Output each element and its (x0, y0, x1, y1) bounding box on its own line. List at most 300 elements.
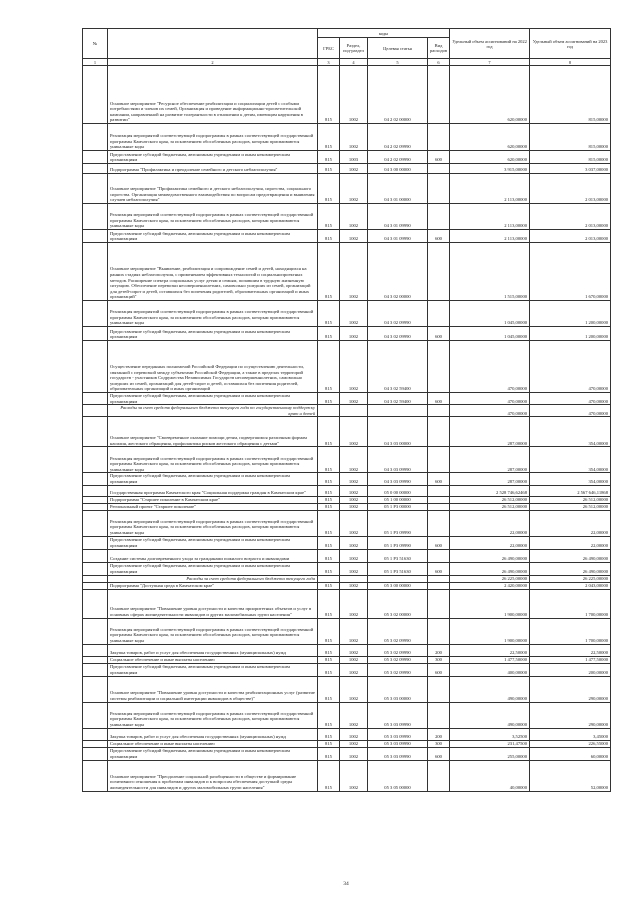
num-cell (83, 575, 108, 582)
vid-cell (428, 575, 450, 582)
target-cell: 05 3 03 09990 (368, 702, 428, 728)
target-cell: 05 1 P3 51630 (368, 562, 428, 575)
num-cell (83, 728, 108, 740)
value-2023-cell: 1 477,50000 (530, 656, 611, 663)
target-cell: 05 3 02 00000 (368, 589, 428, 618)
grbs-cell: 815 (318, 204, 340, 230)
name-cell: Осуществление переданных полномочий Российской Федерации по осуществлению деятельности, связанной с перевозкой между субъектами Российской Федерации, а также в пределах территорий государств - участников Содружества Независимых Государств несовершеннолетних, самовольно ушедших из семей, организаций для детей-сирот и детей, оставшихся без попечения родителей, образовательных организаций и иных организаций (108, 341, 318, 393)
value-2022-cell: 2 420,00000 (450, 582, 530, 589)
value-2022-cell: 470,00000 (450, 393, 530, 405)
grbs-cell: 815 (318, 393, 340, 405)
grbs-cell: 815 (318, 417, 340, 447)
target-cell: 05 3 03 00000 (368, 676, 428, 702)
value-2022-cell: 400,00000 (450, 663, 530, 676)
section-cell: 1002 (340, 562, 368, 575)
num-cell (83, 562, 108, 575)
num-cell (83, 174, 108, 204)
index-cell: 1 (83, 59, 108, 66)
name-cell: Расходы за счет средств федерального бюджета текущего года по государственному поддержку краю и детей (108, 405, 318, 417)
value-2022-cell: 26 225,00000 (450, 575, 530, 582)
target-cell: 04 3 01 00000 (368, 174, 428, 204)
grbs-cell: 815 (318, 676, 340, 702)
grbs-cell: 815 (318, 66, 340, 124)
value-2022-cell: 22,50000 (450, 644, 530, 656)
target-cell (368, 405, 428, 417)
section-cell: 1002 (340, 485, 368, 496)
table-row (83, 164, 611, 174)
value-2022-cell: 26 490,00000 (450, 549, 530, 562)
section-cell: 1002 (340, 747, 368, 760)
table-row (83, 760, 611, 791)
table-row (83, 728, 611, 740)
value-2022-cell: 1 515,00000 (450, 243, 530, 301)
value-2023-cell: 354,00000 (530, 417, 611, 447)
target-cell: 05 3 03 09990 (368, 747, 428, 760)
table-row (83, 301, 611, 327)
table-row (83, 341, 611, 393)
value-2023-cell: 22,00000 (530, 536, 611, 549)
table-row (83, 230, 611, 243)
target-cell: 05 3 00 00000 (368, 582, 428, 589)
name-cell: Предоставление субсидий бюджетным, автономным учреждениям и иным некоммерческим организациям (108, 663, 318, 676)
section-cell: 1002 (340, 164, 368, 174)
num-cell (83, 204, 108, 230)
vid-cell: 600 (428, 663, 450, 676)
value-2023-cell: 26 490,00000 (530, 549, 611, 562)
grbs-cell: 815 (318, 230, 340, 243)
num-cell (83, 230, 108, 243)
table-row (83, 747, 611, 760)
col-header-2022: Удельный объем ассигнований на 2022 год (450, 29, 530, 59)
target-cell: 04 2 02 09990 (368, 124, 428, 151)
grbs-cell: 815 (318, 164, 340, 174)
name-cell: Реализация мероприятий соответствующей подпрограммы в рамках соответствующей государственной программы Камчатского края, за исключением обособленных расходов, которым присваиваются уникальные коды (108, 510, 318, 536)
target-cell: 05 1 P3 09990 (368, 510, 428, 536)
table-row (83, 510, 611, 536)
num-cell (83, 66, 108, 124)
document-page (82, 0, 610, 905)
table-row (83, 204, 611, 230)
value-2023-cell: 2 013,00000 (530, 230, 611, 243)
value-2022-cell: 620,00000 (450, 66, 530, 124)
value-2023-cell: 52,00000 (530, 760, 611, 791)
num-cell (83, 510, 108, 536)
target-cell: 05 3 02 09990 (368, 656, 428, 663)
section-cell: 1002 (340, 702, 368, 728)
section-cell: 1002 (340, 510, 368, 536)
section-cell: 1002 (340, 204, 368, 230)
col-header-target: Целевая статья (368, 38, 428, 59)
value-2023-cell: 470,00000 (530, 393, 611, 405)
index-cell: 6 (428, 59, 450, 66)
col-header-codes: коды (318, 29, 450, 38)
grbs-cell (318, 405, 340, 417)
grbs-cell: 815 (318, 702, 340, 728)
num-cell (83, 473, 108, 485)
vid-cell: 600 (428, 536, 450, 549)
target-cell: 04 3 01 09990 (368, 204, 428, 230)
target-cell: 04 3 00 00000 (368, 164, 428, 174)
section-cell: 1002 (340, 589, 368, 618)
num-cell (83, 447, 108, 473)
name-cell: Подпрограмма "Старшее поколение в Камчатском крае" (108, 496, 318, 503)
vid-cell (428, 204, 450, 230)
value-2022-cell: 3 915,00000 (450, 164, 530, 174)
target-cell: 05 0 00 00000 (368, 485, 428, 496)
grbs-cell: 815 (318, 510, 340, 536)
name-cell: Предоставление субсидий бюджетным, автономным учреждениям и иным некоммерческим организациям (108, 747, 318, 760)
value-2023-cell: 22,50000 (530, 644, 611, 656)
name-cell: Реализация мероприятий соответствующей подпрограммы в рамках соответствующей государственной программы Камчатского края, за исключением обособленных расходов, которым присваиваются уникальные коды (108, 702, 318, 728)
name-cell: Предоставление субсидий бюджетным, автономным учреждениям и иным некоммерческим организациям (108, 562, 318, 575)
vid-cell: 600 (428, 393, 450, 405)
grbs-cell: 815 (318, 174, 340, 204)
num-cell (83, 760, 108, 791)
budget-table (82, 28, 611, 792)
value-2023-cell: 354,00000 (530, 447, 611, 473)
target-cell: 04 3 02 09990 (368, 327, 428, 341)
vid-cell (428, 301, 450, 327)
section-cell: 1002 (340, 618, 368, 644)
col-header-2023: Удельный объем ассигнований на 2023 год (530, 29, 611, 59)
vid-cell (428, 124, 450, 151)
value-2022-cell: 287,00000 (450, 417, 530, 447)
section-cell: 1002 (340, 656, 368, 663)
table-row (83, 575, 611, 582)
table-row (83, 656, 611, 663)
grbs-cell: 815 (318, 740, 340, 747)
value-2022-cell: 3,52500 (450, 728, 530, 740)
value-2023-cell: 60,00000 (530, 747, 611, 760)
value-2023-cell: 815,00000 (530, 151, 611, 164)
value-2023-cell: 3 037,00000 (530, 164, 611, 174)
table-row (83, 549, 611, 562)
value-2023-cell: 2 013,00000 (530, 174, 611, 204)
target-cell: 05 1 P3 00000 (368, 503, 428, 510)
value-2022-cell: 1 045,00000 (450, 327, 530, 341)
section-cell: 1002 (340, 663, 368, 676)
section-cell: 1002 (340, 728, 368, 740)
table-row (83, 740, 611, 747)
vid-cell (428, 503, 450, 510)
grbs-cell: 815 (318, 656, 340, 663)
section-cell: 1002 (340, 760, 368, 791)
vid-cell (428, 496, 450, 503)
index-cell: 4 (340, 59, 368, 66)
value-2023-cell: 200,00000 (530, 663, 611, 676)
section-cell: 1002 (340, 740, 368, 747)
vid-cell (428, 66, 450, 124)
num-cell (83, 124, 108, 151)
target-cell: 04 3 01 09990 (368, 230, 428, 243)
table-row (83, 536, 611, 549)
value-2022-cell: 231,47500 (450, 740, 530, 747)
value-2023-cell: 815,00000 (530, 124, 611, 151)
value-2022-cell: 1 045,00000 (450, 301, 530, 327)
num-cell (83, 549, 108, 562)
vid-cell: 300 (428, 656, 450, 663)
value-2023-cell: 226,55000 (530, 740, 611, 747)
value-2022-cell: 490,00000 (450, 702, 530, 728)
section-cell: 1002 (340, 447, 368, 473)
value-2023-cell: 1 700,00000 (530, 589, 611, 618)
vid-cell: 600 (428, 230, 450, 243)
name-cell: Основное мероприятие "Выявление, реабилитация и сопровождение семей и детей, находящихся на ранних стадиях неблагополучия, с применением эффективных технологий и социальнопроектных методов. Расширение спектра социальных услуг детям и семьям, попавшим в трудную жизненную ситуацию. Обеспечение перевозки несовершеннолетних, самовольно ушедших из семей, организаций для детей-сирот и детей, оставшихся без попечения родителей, образовательных организаций и иных организаций" (108, 243, 318, 301)
grbs-cell: 815 (318, 589, 340, 618)
section-cell (340, 575, 368, 582)
value-2022-cell: 287,00000 (450, 473, 530, 485)
table-row (83, 702, 611, 728)
table-row (83, 393, 611, 405)
value-2022-cell: 22,00000 (450, 510, 530, 536)
grbs-cell: 815 (318, 760, 340, 791)
target-cell: 05 3 03 09990 (368, 740, 428, 747)
value-2023-cell: 1 200,00000 (530, 301, 611, 327)
table-row (83, 405, 611, 417)
value-2023-cell: 2 567 646,11868 (530, 485, 611, 496)
vid-cell (428, 405, 450, 417)
grbs-cell: 815 (318, 549, 340, 562)
value-2023-cell: 470,00000 (530, 405, 611, 417)
target-cell (368, 575, 428, 582)
name-cell: Закупка товаров, работ и услуг для обеспечения государственных (муниципальных) нужд (108, 728, 318, 740)
vid-cell: 600 (428, 327, 450, 341)
section-cell: 1003 (340, 151, 368, 164)
col-header-no: № (83, 29, 108, 59)
grbs-cell: 815 (318, 151, 340, 164)
table-row (83, 496, 611, 503)
section-cell: 1002 (340, 644, 368, 656)
table-row (83, 174, 611, 204)
num-cell (83, 164, 108, 174)
grbs-cell: 815 (318, 582, 340, 589)
value-2023-cell: 1 670,00000 (530, 243, 611, 301)
target-cell: 05 3 02 09990 (368, 663, 428, 676)
section-cell: 1002 (340, 341, 368, 393)
name-cell: Региональный проект "Старшее поколение" (108, 503, 318, 510)
value-2022-cell: 2 113,00000 (450, 230, 530, 243)
value-2022-cell: 1 477,50000 (450, 656, 530, 663)
name-cell: Реализация мероприятий соответствующей подпрограммы в рамках соответствующей государственной программы Камчатского края, за исключением обособленных расходов, которым присваиваются уникальные коды (108, 618, 318, 644)
grbs-cell: 815 (318, 562, 340, 575)
value-2022-cell: 2 113,00000 (450, 204, 530, 230)
value-2022-cell: 255,00000 (450, 747, 530, 760)
vid-cell: 600 (428, 747, 450, 760)
section-cell: 1002 (340, 66, 368, 124)
grbs-cell: 815 (318, 124, 340, 151)
vid-cell (428, 618, 450, 644)
index-cell: 8 (530, 59, 611, 66)
name-cell: Реализация мероприятий соответствующей подпрограммы в рамках соответствующей государственной программы Камчатского края, за исключением обособленных расходов, которым присваиваются уникальные коды (108, 204, 318, 230)
name-cell: Реализация мероприятий соответствующей подпрограммы в рамках соответствующей государственной программы Камчатского края, за исключением обособленных расходов, которым присваиваются уникальные коды (108, 301, 318, 327)
target-cell: 05 1 P3 51630 (368, 549, 428, 562)
vid-cell: 300 (428, 740, 450, 747)
value-2022-cell: 2 113,00000 (450, 174, 530, 204)
num-cell (83, 243, 108, 301)
name-cell: Подпрограмма "Профилактика и преодоление семейного и детского неблагополучия" (108, 164, 318, 174)
section-cell: 1002 (340, 582, 368, 589)
name-cell: Предоставление субсидий бюджетным, автономным учреждениям и иным некоммерческим организациям (108, 327, 318, 341)
num-cell (83, 496, 108, 503)
grbs-cell: 815 (318, 536, 340, 549)
section-cell: 1002 (340, 503, 368, 510)
num-cell (83, 393, 108, 405)
value-2023-cell: 26 225,00000 (530, 575, 611, 582)
value-2023-cell: 26 490,00000 (530, 562, 611, 575)
table-row (83, 562, 611, 575)
vid-cell (428, 702, 450, 728)
grbs-cell: 815 (318, 341, 340, 393)
section-cell: 1002 (340, 243, 368, 301)
vid-cell: 200 (428, 644, 450, 656)
table-row (83, 589, 611, 618)
page-number: 34 (343, 881, 349, 887)
table-row (83, 327, 611, 341)
section-cell: 1002 (340, 417, 368, 447)
section-cell: 1002 (340, 536, 368, 549)
num-cell (83, 582, 108, 589)
value-2022-cell: 22,00000 (450, 536, 530, 549)
value-2022-cell: 620,00000 (450, 151, 530, 164)
value-2022-cell: 1 900,00000 (450, 618, 530, 644)
num-cell (83, 301, 108, 327)
col-header-grbs: ГРБС (318, 38, 340, 59)
num-cell (83, 644, 108, 656)
grbs-cell: 815 (318, 473, 340, 485)
section-cell: 1002 (340, 393, 368, 405)
value-2022-cell: 490,00000 (450, 676, 530, 702)
name-cell: Создание системы долговременного ухода за гражданами пожилого возраста и инвалидами (108, 549, 318, 562)
vid-cell (428, 760, 450, 791)
vid-cell (428, 549, 450, 562)
value-2022-cell: 26 512,00000 (450, 503, 530, 510)
num-cell (83, 676, 108, 702)
grbs-cell: 815 (318, 243, 340, 301)
index-row (83, 59, 611, 66)
num-cell (83, 327, 108, 341)
value-2023-cell: 26 512,00000 (530, 503, 611, 510)
grbs-cell: 815 (318, 618, 340, 644)
grbs-cell: 815 (318, 447, 340, 473)
table-row (83, 473, 611, 485)
target-cell: 05 3 03 09990 (368, 728, 428, 740)
target-cell: 05 3 05 00000 (368, 760, 428, 791)
name-cell: Предоставление субсидий бюджетным, автономным учреждениям и иным некоммерческим организациям (108, 230, 318, 243)
num-cell (83, 405, 108, 417)
name-cell: Предоставление субсидий бюджетным, автономным учреждениям и иным некоммерческим организациям (108, 473, 318, 485)
num-cell (83, 656, 108, 663)
table-row (83, 582, 611, 589)
grbs-cell: 815 (318, 327, 340, 341)
value-2023-cell: 1 200,00000 (530, 327, 611, 341)
name-cell: Предоставление субсидий бюджетным, автономным учреждениям и иным некоммерческим организациям (108, 151, 318, 164)
num-cell (83, 663, 108, 676)
grbs-cell: 815 (318, 485, 340, 496)
vid-cell (428, 582, 450, 589)
target-cell: 04 3 02 59400 (368, 341, 428, 393)
index-cell: 5 (368, 59, 428, 66)
target-cell: 04 3 03 00000 (368, 417, 428, 447)
target-cell: 04 3 03 09990 (368, 447, 428, 473)
name-cell: Основное мероприятие "Своевременное оказание помощи детям, подвергшимся различным формам насилия, жестокого обращения, профилактика рисков жестокого обращения с детьми" (108, 417, 318, 447)
table-row (83, 503, 611, 510)
vid-cell (428, 676, 450, 702)
section-cell: 1002 (340, 496, 368, 503)
section-cell: 1002 (340, 473, 368, 485)
index-cell: 3 (318, 59, 340, 66)
vid-cell (428, 174, 450, 204)
target-cell: 05 3 02 09990 (368, 644, 428, 656)
name-cell: Социальное обеспечение и иные выплаты населению (108, 656, 318, 663)
table-row (83, 417, 611, 447)
table-row (83, 243, 611, 301)
section-cell: 1002 (340, 230, 368, 243)
num-cell (83, 417, 108, 447)
vid-cell: 200 (428, 728, 450, 740)
name-cell: Основное мероприятие "Профилактика семейного и детского неблагополучия, сиротства, социального сиротства. Организация межведомственного взаимодействия по вопросам предотвращения и выявления случаев неблагополучия" (108, 174, 318, 204)
num-cell (83, 503, 108, 510)
num-cell (83, 747, 108, 760)
target-cell: 04 2 02 00000 (368, 66, 428, 124)
grbs-cell: 815 (318, 503, 340, 510)
table-row (83, 151, 611, 164)
value-2023-cell: 1 700,00000 (530, 618, 611, 644)
col-header-name (108, 29, 318, 59)
vid-cell (428, 164, 450, 174)
name-cell: Расходы за счет средств федерального бюджета текущего года (108, 575, 318, 582)
vid-cell (428, 589, 450, 618)
value-2023-cell: 354,00000 (530, 473, 611, 485)
vid-cell (428, 510, 450, 536)
name-cell: Социальное обеспечение и иные выплаты населению (108, 740, 318, 747)
name-cell: Основное мероприятие "Ресурсное обеспечение реабилитации и социализации детей с особыми потребностями и членов их семей, Организация и проведение информационно-просветительской кампании, направленной на развитие толерантности в отношении к детям, имеющим нарушения в развитии" (108, 66, 318, 124)
target-cell: 05 1 P3 09990 (368, 536, 428, 549)
value-2023-cell: 815,00000 (530, 66, 611, 124)
grbs-cell: 815 (318, 301, 340, 327)
vid-cell (428, 341, 450, 393)
name-cell: Основное мероприятие "Преодоление социальной разобщенности в обществе и формирование позитивного отношения к проблемам инвалидов и к вопросам обеспечения доступной среды жизнедеятельности для инвалидов и других маломобильных групп населения" (108, 760, 318, 791)
target-cell: 04 3 03 09990 (368, 473, 428, 485)
num-cell (83, 702, 108, 728)
index-cell: 7 (450, 59, 530, 66)
grbs-cell (318, 575, 340, 582)
vid-cell: 600 (428, 473, 450, 485)
name-cell: Предоставление субсидий бюджетным, автономным учреждениям и иным некоммерческим организациям (108, 536, 318, 549)
value-2022-cell: 26 512,00000 (450, 496, 530, 503)
vid-cell (428, 243, 450, 301)
vid-cell (428, 417, 450, 447)
value-2022-cell: 40,00000 (450, 760, 530, 791)
grbs-cell: 815 (318, 663, 340, 676)
target-cell: 04 3 02 00000 (368, 243, 428, 301)
vid-cell (428, 447, 450, 473)
table-row (83, 124, 611, 151)
value-2023-cell: 290,00000 (530, 702, 611, 728)
name-cell: Предоставление субсидий бюджетным, автономным учреждениям и иным некоммерческим организациям (108, 393, 318, 405)
value-2023-cell: 2 013,00000 (530, 204, 611, 230)
num-cell (83, 740, 108, 747)
name-cell: Основное мероприятие "Повышение уровня доступности и качества приоритетных объектов и услуг в основных сферах жизнедеятельности инвалидов и других маломобильных групп населения" (108, 589, 318, 618)
num-cell (83, 485, 108, 496)
value-2022-cell: 470,00000 (450, 341, 530, 393)
num-cell (83, 589, 108, 618)
target-cell: 04 3 02 59400 (368, 393, 428, 405)
index-cell: 2 (108, 59, 318, 66)
value-2022-cell: 1 900,00000 (450, 589, 530, 618)
section-cell: 1002 (340, 124, 368, 151)
target-cell: 05 1 00 00000 (368, 496, 428, 503)
value-2023-cell: 26 512,00000 (530, 496, 611, 503)
